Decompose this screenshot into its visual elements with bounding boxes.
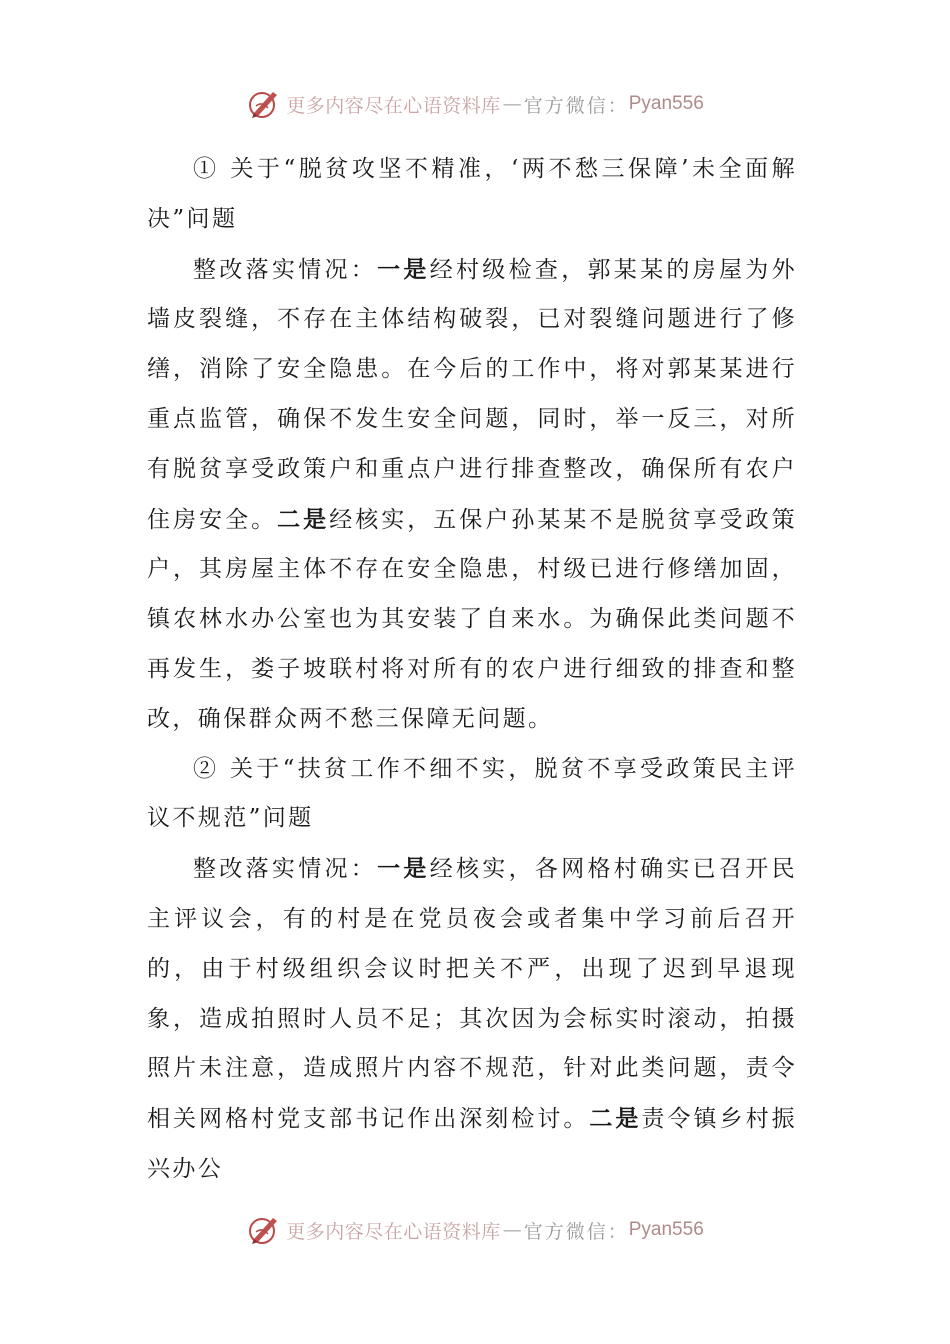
point-text-first: 经村级检查，郭某某的房屋为外墙皮裂缝，不存在主体结构破裂，已对裂缝问题进行了修缮，消除了安全隐患。在今后的工作中，将对郭某某进行重点监管，确保不发生安全问题，同时，举一反三，对所有脱贫享受政策户和重点户进行排查整改，确保所有农户住房安全。: [147, 256, 797, 533]
point-text-first: 经核实，各网格村确实已召开民主评议会，有的村是在党员夜会或者集中学习前后召开的，由于村级组织会议时把关不严，出现了迟到早退现象，造成拍照时人员不足；其次因为会标实时滚动，拍摄照片未注意，造成照片内容不规范，针对此类问题，责令相关网格村党支部书记作出深刻检讨。: [147, 856, 797, 1133]
banner-wechat-label: 官方微信：: [523, 94, 629, 117]
point-marker-first: 一是: [377, 855, 430, 883]
pen-logo-icon: [246, 1212, 282, 1248]
banner-wechat-label: 官方微信：: [523, 1220, 629, 1243]
watermark-banner-bottom: [0, 1210, 950, 1250]
banner-title: 更多内容尽在心语资料库: [286, 1220, 501, 1243]
point-text-second: 经核实，五保户孙某某不是脱贫享受政策户，其房屋主体不存在安全隐患，村级已进行修缮加固，镇农林水办公室也为其安装了自来水。为确保此类问题不再发生，娄子坡联村将对所有的农户进行细致的排查和整改，确保群众两不愁三保障无问题。: [147, 506, 798, 732]
banner-wechat-id: Pyan556: [628, 93, 704, 114]
banner-dash: —: [502, 1219, 522, 1241]
banner-wechat-id: Pyan556: [628, 1219, 704, 1240]
rectification-paragraph-1: [147, 245, 797, 745]
banner-dash: —: [502, 93, 522, 115]
document-body: [147, 145, 797, 1195]
issue-heading-1: ① 关于“脱贫攻坚不精准，‘两不愁三保障’未全面解决”问题: [147, 156, 797, 232]
watermark-banner-top: [0, 84, 950, 124]
lead-label: 整改落实情况：: [193, 856, 378, 883]
point-text-second: 责令镇乡村振兴办公: [147, 1106, 797, 1182]
rectification-paragraph-2: [147, 844, 797, 1195]
pen-logo-icon: [246, 86, 282, 122]
issue-heading-2: ② 关于“扶贫工作不细不实，脱贫不享受政策民主评议不规范”问题: [147, 755, 797, 832]
lead-label: 整改落实情况：: [193, 256, 378, 283]
point-marker-first: 一是: [377, 255, 430, 283]
banner-title: 更多内容尽在心语资料库: [286, 94, 501, 117]
point-marker-second: 二是: [589, 1105, 642, 1133]
point-marker-second: 二是: [277, 505, 330, 533]
